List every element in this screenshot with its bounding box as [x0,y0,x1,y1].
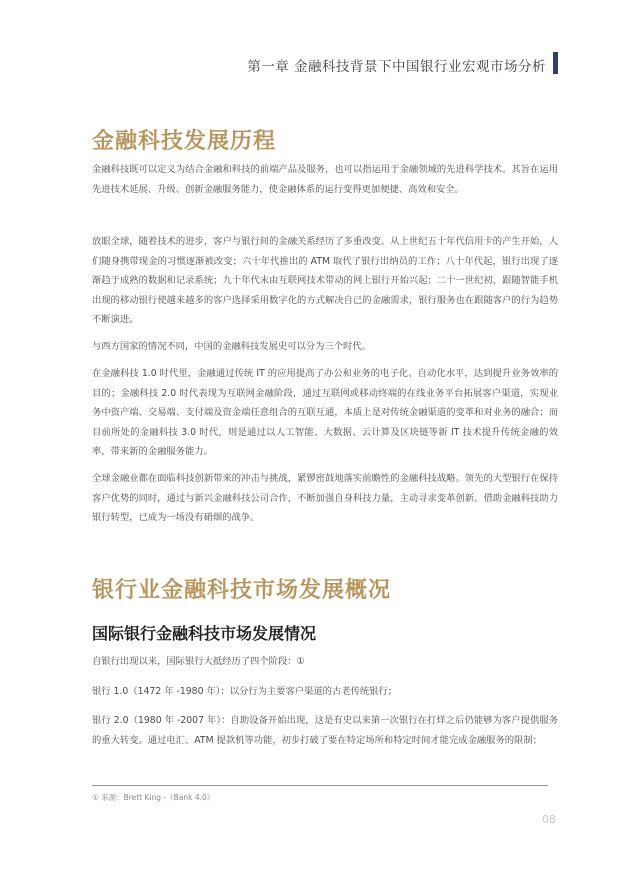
paragraph: 与西方国家的情况不同，中国的金融科技发展史可以分为三个时代。 [92,341,371,352]
subsection-title: 国际银行金融科技市场发展情况 [92,624,317,643]
chapter-header: 第一章 金融科技背景下中国银行业宏观市场分析 [247,59,546,75]
section-title-fintech-history: 金融科技发展历程 [92,129,277,154]
section-title-market-overview: 银行业金融科技市场发展概况 [92,578,392,603]
paragraph: 银行 1.0（1472 年 -1980 年）：以分行为主要客户渠道的古老传统银行； [92,686,398,697]
paragraph: 在金融科技 1.0 时代里，金融通过传统 IT 的应用提高了办公和业务的电子化、自动化水平，达到提升业务效率的目的；金融科技 2.0 时代表现为互联网金融阶段，通过互联网或移动终端的在线业务平台拓展客户渠道，实现业务中资产端、交易端、支付端及资金端任意组合的互联互通，本质上是对传统金融渠道的变革和对业务的融合；而目前所处的金融科技 3.0 时代，则是通过以人工智能、大数据、云计算及区块链等新 IT 技术提升传统金融的效率，带来新的金融服务能力。 [92,368,558,458]
paragraph: 金融科技既可以定义为结合金融和科技的前端产品及服务，也可以指运用于金融领域的先进科学技术。其旨在运用先进技术延展、升级、创新金融服务能力，使金融体系的运行变得更加便捷、高效和安全。 [92,164,558,195]
paragraph: 银行 2.0（1980 年 -2007 年）：自助设备开始出现，这是有史以来第一次银行在打烊之后仍能够为客户提供服务的重大转变。通过电汇、ATM 提款机等功能，初步打破了要在特定场所和特定时间才能完成金融服务的限制； [92,715,558,746]
paragraph: 全球金融业都在面临科技创新带来的冲击与挑战，紧锣密鼓地落实前瞻性的金融科技战略。领先的大型银行在保持客户优势的同时，通过与新兴金融科技公司合作，不断加强自身科技力量，主动寻求变革创新。借助金融科技助力银行转型，已成为一场没有硝烟的战争。 [92,473,558,524]
paragraph: 自银行出现以来，国际银行大抵经历了四个阶段：① [92,656,305,667]
footnote: ① 来源：Brett King -《Bank 4.0》 [92,793,215,802]
header-accent-bar [553,52,558,74]
paragraph: 放眼全球，随着技术的进步，客户与银行间的金融关系经历了多重改变。从上世纪五十年代信用卡的产生开始，人们随身携带现金的习惯逐渐被改变；六十年代推出的 ATM 取代了银行出纳员的工作；八十年代起，银行出现了逐渐趋于成熟的数据和记录系统；九十年代末由互联网技术带动的网上银行开始兴起；二十一世纪初，跟随智能手机出现的移动银行使越来越多的客户选择采用数字化的方式解决自己的金融需求，银行服务也在跟随客户的行为趋势不断演进。 [92,236,558,326]
footnote-divider [92,785,548,786]
page-number: 08 [542,813,556,826]
